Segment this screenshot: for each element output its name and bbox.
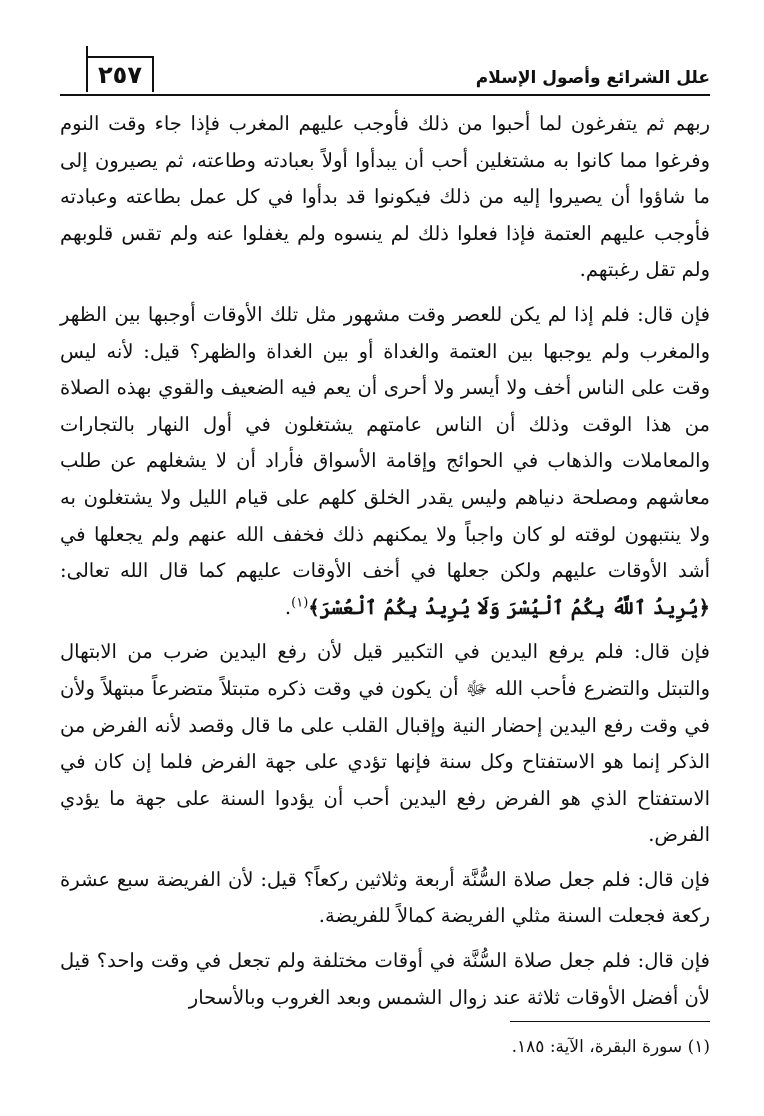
header-rule — [60, 94, 710, 96]
paragraph: ربهم ثم يتفرغون لما أحبوا من ذلك فأوجب عليهم المغرب فإذا جاء وقت النوم وفرغوا مما كانوا به مشتغلين أحب أن يبدأوا أولاً بعبادته وطاعته، ثم يصيرون إلى ما شاؤوا أن يصيروا إليه من ذلك فيكونوا قد بدأوا في كل عمل بطاعته وعبادته فأوجب عليهم العتمة فإذا فعلوا ذلك لم ينسوه ولم يغفلوا عنه ولم تقس قلوبهم ولم تقل رغبتهم. — [60, 112, 710, 282]
paragraph: فإن قال: فلم يرفع اليدين في التكبير قيل لأن رفع اليدين ضرب من الابتهال والتبتل والتضرع فأحب الله ﷻ أن يكون في وقت ذكره متبتلاً متضرعاً مبتهلاً ولأن في وقت رفع اليدين إحضار النية وإقبال القلب على ما قال وقصد لأنه الفرض من الذكر إنما هو الاستفتاح وكل سنة فإنها تؤدي على جهة الفرض فلما إن كان في الاستفتاح الذي هو الفرض رفع اليدين أحب أن يؤدوا السنة على جهة ما يؤدي الفرض. — [60, 640, 710, 847]
footnote-separator — [510, 1021, 710, 1022]
footnote-reference: (١) — [291, 595, 309, 611]
body-text — [60, 106, 710, 1016]
page-header — [60, 50, 710, 96]
quran-verse: ﴿يُرِيدُ ٱللَّهُ بِكُمُ ٱلْيُسْرَ وَلَا يُرِيدُ بِكُمُ ٱلْعُسْرَ﴾ — [308, 595, 710, 619]
footnote: (١) سورة البقرة، الآية: ١٨٥. — [511, 1037, 710, 1057]
paragraph: فإن قال: فلم جعل صلاة السُّنَّة أربعة وثلاثين ركعاً؟ قيل: لأن الفريضة سبع عشرة ركعة فجعلت السنة مثلي الفريضة كمالاً للفريضة. — [60, 867, 710, 928]
paragraph: فإن قال: فلم إذا لم يكن للعصر وقت مشهور مثل تلك الأوقات أوجبها بين الظهر والمغرب ولم يوجبها بين العتمة والغداة أو بين الغداة والظهر؟ قيل: لأنه ليس وقت على الناس أخف ولا أيسر ولا أحرى أن يعم فيه الضعيف والقوي بهذه الصلاة من هذا الوقت وذلك أن الناس عامتهم يشتغلون في أول النهار بالتجارات والمعاملات والذهاب في الحوائج وإقامة الأسواق فأراد أن لا يشغلهم عن طلب معاشهم ومصلحة دنياهم وليس يقدر الخلق كلهم على قيام الليل ولا يشتغلون به ولا ينتبهون لوقته لو كان واجباً ولا يمكنهم ذلك فخفف الله عنهم ولم يجعلها في أشد الأوقات عليهم ولكن جعلها في أخف الأوقات عليهم كما قال الله تعالى: ﴿يُرِيدُ ٱللَّهُ بِكُمُ ٱلْيُسْرَ وَلَا يُرِيدُ بِكُمُ ٱلْعُسْرَ﴾$^{(١)}$. — [60, 302, 710, 619]
running-title: علل الشرائع وأصول الإسلام — [475, 68, 710, 88]
page-number: ٢٥٧ — [86, 56, 154, 92]
paragraph: فإن قال: فلم جعل صلاة السُّنَّة في أوقات مختلفة ولم تجعل في وقت واحد؟ قيل لأن أفضل الأوقات ثلاثة عند زوال الشمس وبعد الغروب وبالأسحار — [60, 949, 710, 1009]
